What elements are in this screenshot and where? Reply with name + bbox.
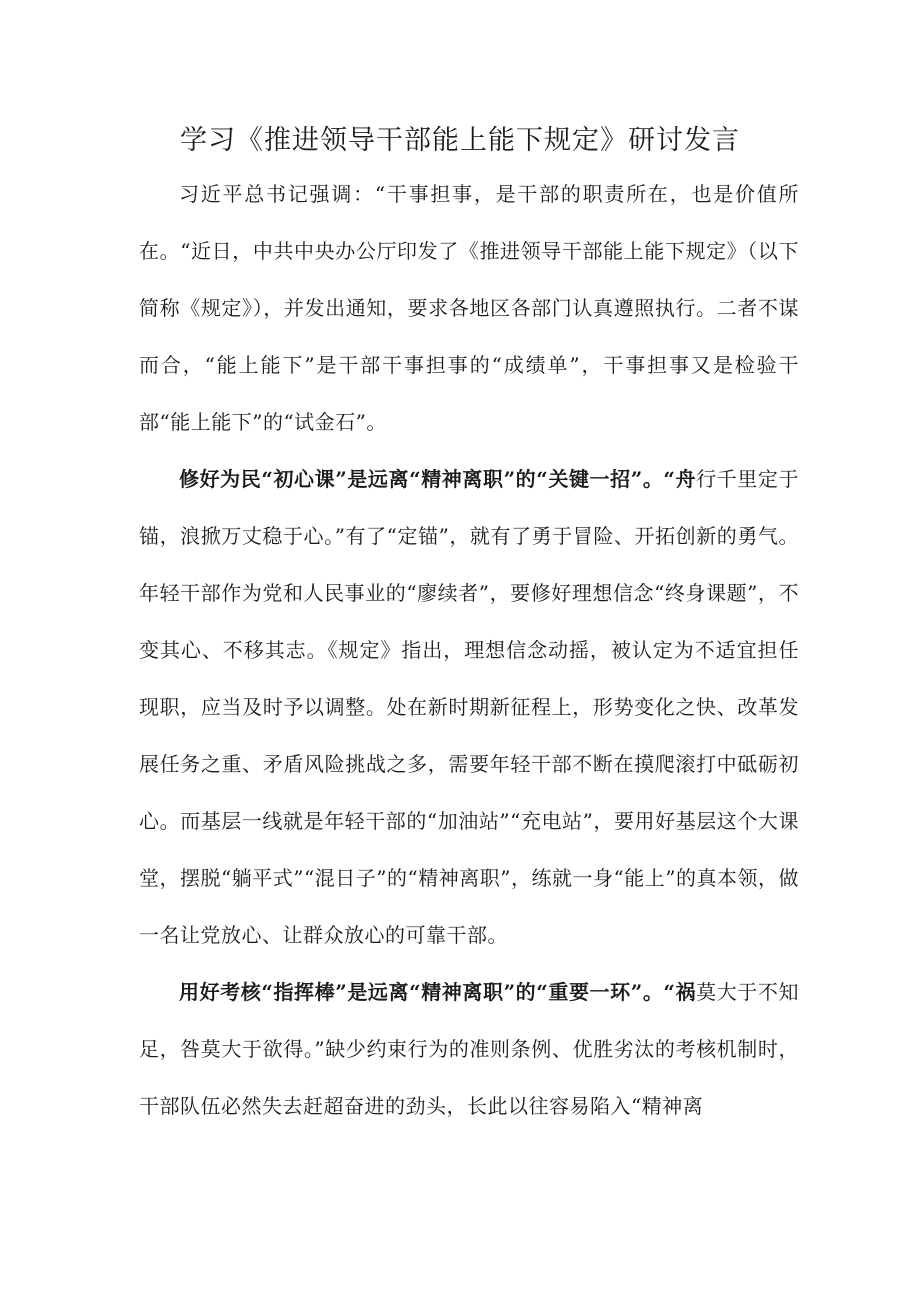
document-title: 学习《推进领导干部能上能下规定》研讨发言 (180, 125, 740, 156)
paragraph-initial-heart-lead: 修好为民“初心课”是远离“精神离职”的“关键一招”。“舟 (179, 467, 697, 491)
paragraph-intro-text: 习近平总书记强调：“干事担事，是干部的职责所在，也是价值所在。“近日，中共中央办公厅印发了《推进领导干部能上能下规定》（以下简称《规定》），并发出通知，要求各地区各部门认真遵照执行。二者不谋而合，“能上能下”是干部干事担事的“成绩单”，干事担事又是检验干部“能上能下”的“试金石”。 (139, 182, 799, 434)
paragraph-initial-heart (139, 451, 799, 964)
paragraph-intro (139, 166, 799, 451)
paragraph-assessment-text: 莫大于不知足，咎莫大于欲得。”缺少约束行为的准则条例、优胜劣汰的考核机制时，干部队伍必然失去赶超奋进的劲头，长此以往容易陷入“精神离 (139, 980, 799, 1118)
paragraph-assessment-lead: 用好考核“指挥棒”是远离“精神离职”的“重要一环”。“祸 (179, 980, 697, 1004)
paragraph-assessment (139, 964, 799, 1135)
paragraph-initial-heart-text: 行千里定于锚，浪掀万丈稳于心。”有了“定锚”，就有了勇于冒险、开拓创新的勇气。年轻干部作为党和人民事业的“廖续者”，要修好理想信念“终身课题”，不变其心、不移其志。《规定》指出，理想信念动摇，被认定为不适宜担任现职，应当及时予以调整。处在新时期新征程上，形势变化之快、改革发展任务之重、矛盾风险挑战之多，需要年轻干部不断在摸爬滚打中砥砺初心。而基层一线就是年轻干部的“加油站”“充电站”，要用好基层这个大课堂，摆脱“躺平式”“混日子”的“精神离职”，练就一身“能上”的真本领，做一名让党放心、让群众放心的可靠干部。 (139, 467, 799, 947)
